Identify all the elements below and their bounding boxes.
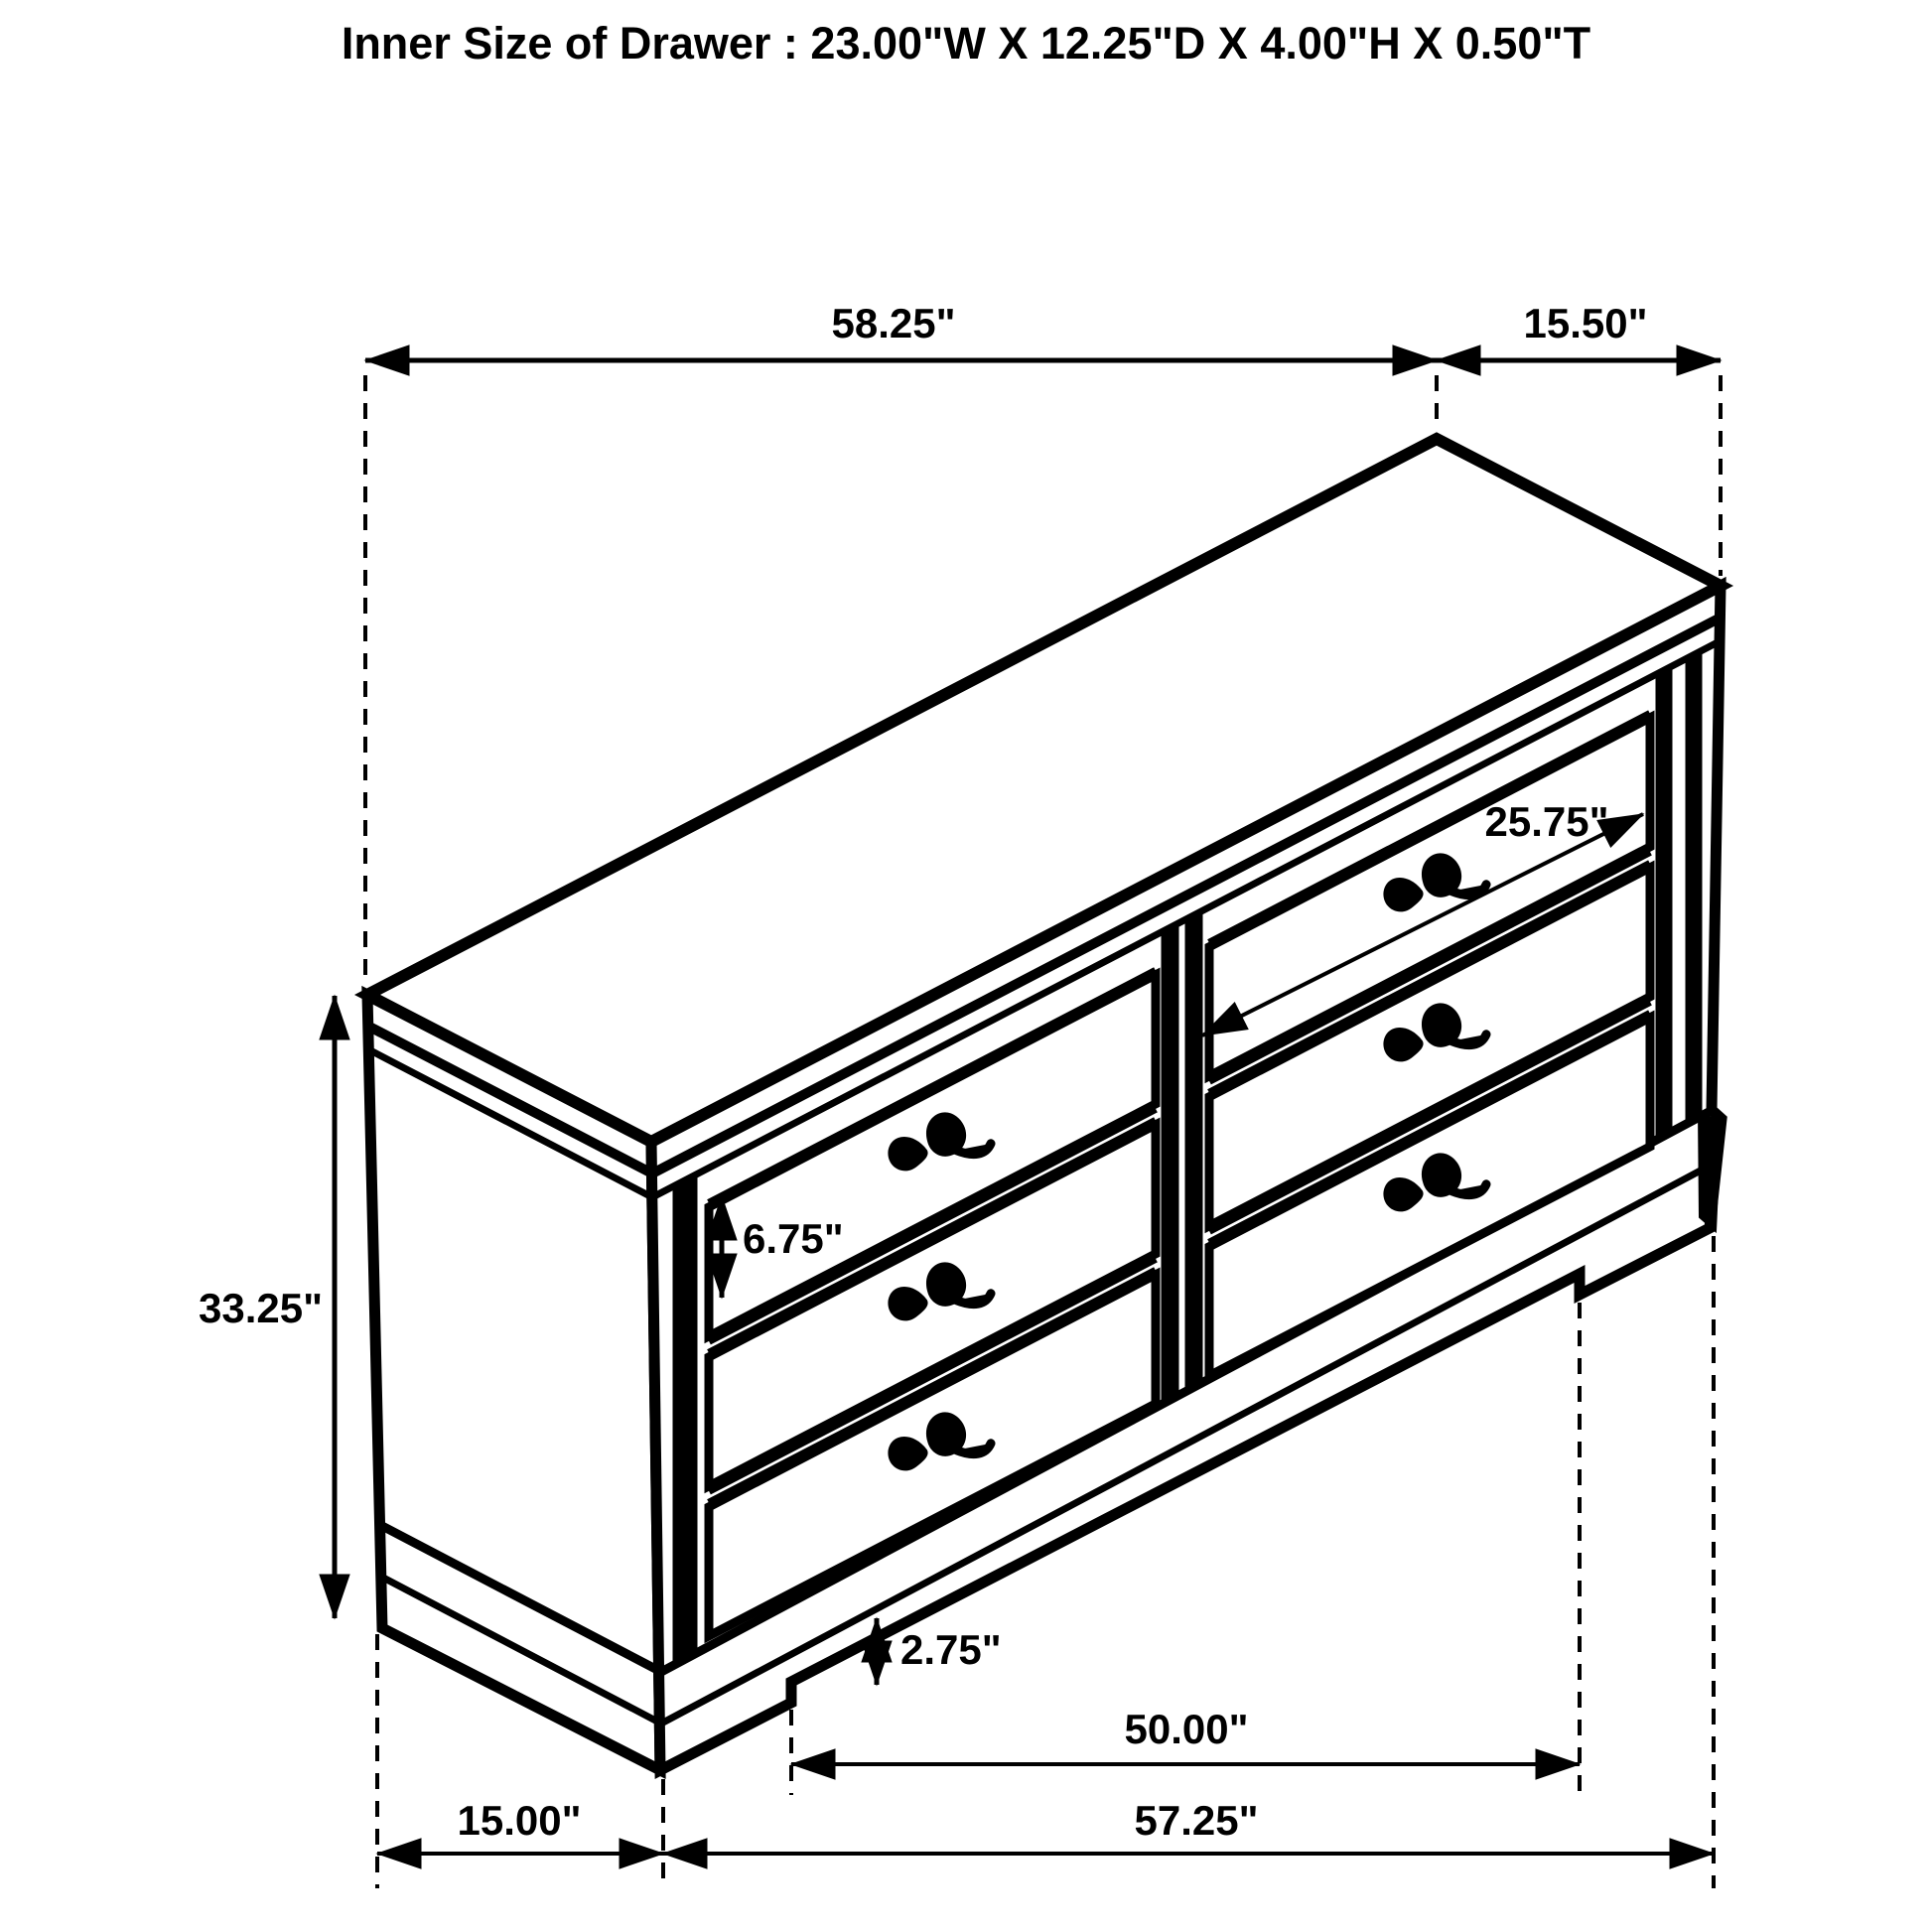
- dim-label-base-width: 57.25": [1134, 1797, 1259, 1844]
- front-right-stile: [1686, 651, 1702, 1125]
- dim-label-feet-span: 50.00": [1124, 1706, 1249, 1752]
- dim-label-base-height: 2.75": [900, 1626, 1002, 1673]
- dimension-base-depth-arrowhead: [620, 1839, 663, 1868]
- dim-label-height: 33.25": [198, 1285, 323, 1331]
- dimension-base-width-arrowhead: [1670, 1839, 1714, 1868]
- dimension-base-height-arrowhead: [862, 1641, 892, 1685]
- dresser-geometry: [320, 345, 1722, 1888]
- dimension-top-depth-arrowhead: [1437, 345, 1480, 375]
- dimension-top-depth-arrowhead: [1677, 345, 1721, 375]
- dim-label-top-depth: 15.50": [1523, 300, 1648, 346]
- dim-label-top-width: 58.25": [831, 300, 956, 346]
- dimension-base-width-arrowhead: [663, 1839, 707, 1868]
- center-stile: [1162, 923, 1178, 1405]
- front-right-stile: [1656, 666, 1672, 1140]
- dimension-height-arrowhead: [320, 996, 349, 1039]
- page-title: Inner Size of Drawer : 23.00"W X 12.25"D X 4.00"H X 0.50"T: [341, 18, 1591, 69]
- dimension-top-width-arrowhead: [1393, 345, 1437, 375]
- dimension-base-depth-arrowhead: [377, 1839, 421, 1868]
- center-stile: [1185, 910, 1202, 1391]
- dimension-height-arrowhead: [320, 1575, 349, 1618]
- dimension-top-width-arrowhead: [365, 345, 409, 375]
- dim-label-drawer-front-height: 6.75": [743, 1215, 844, 1262]
- dimension-feet-span-arrowhead: [1536, 1749, 1580, 1779]
- front-left-stile: [673, 1173, 697, 1666]
- dimension-feet-span-arrowhead: [791, 1749, 835, 1779]
- dim-label-base-depth: 15.00": [457, 1797, 582, 1844]
- dim-label-diagonal-drawer-span: 25.75": [1484, 798, 1609, 845]
- base-right-corner: [1699, 1111, 1721, 1231]
